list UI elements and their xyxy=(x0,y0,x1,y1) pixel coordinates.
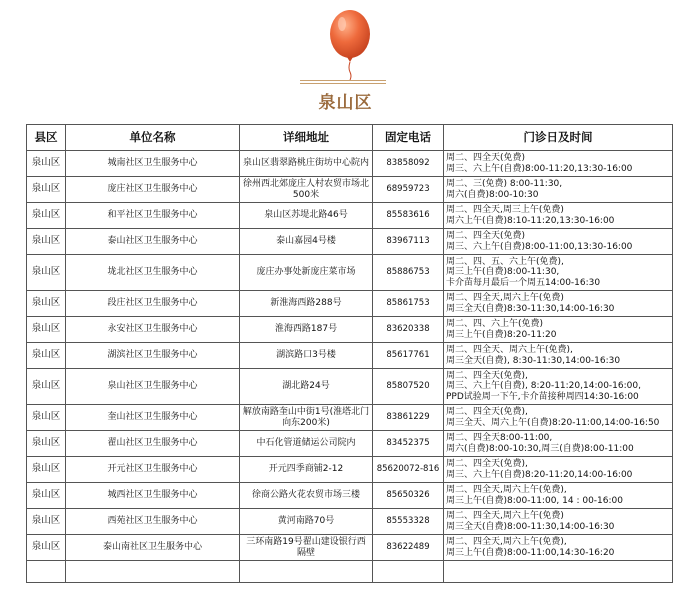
cell-county: 泉山区 xyxy=(27,343,66,369)
table-row xyxy=(27,343,673,369)
cell-county: 泉山区 xyxy=(27,405,66,431)
cell-address: 徐州西北郊庞庄人村农贸市场北500米 xyxy=(240,177,373,203)
cell-phone: 83452375 xyxy=(373,431,444,457)
balloon-icon xyxy=(322,8,378,80)
cell-county: 泉山区 xyxy=(27,255,66,291)
cell-unit-name: 翟山社区卫生服务中心 xyxy=(66,431,240,457)
cell-schedule xyxy=(444,561,673,583)
header-schedule: 门诊日及时间 xyxy=(444,125,673,151)
cell-schedule: 周二、四全天,周六上午(免费), 周三上午(自费)8:00-11:00,14:30-16:20 xyxy=(444,535,673,561)
cell-schedule: 周二、四、五、六上午(免费), 周三上午(自费)8:00-11:30, 卡介苗每月最后一个周五14:00-16:30 xyxy=(444,255,673,291)
cell-phone: 83622489 xyxy=(373,535,444,561)
cell-county: 泉山区 xyxy=(27,431,66,457)
decorative-line-bottom xyxy=(300,83,386,84)
cell-unit-name: 泰山社区卫生服务中心 xyxy=(66,229,240,255)
cell-address: 泉山区苏堤北路46号 xyxy=(240,203,373,229)
cell-schedule: 周二、四全天(免费), 周三、六上午(自费)8:20-11:20,14:00-16:00 xyxy=(444,457,673,483)
cell-phone: 85583616 xyxy=(373,203,444,229)
cell-schedule: 周二、四、六上午(免费) 周三上午(自费)8:20-11:20 xyxy=(444,317,673,343)
cell-phone: 83620338 xyxy=(373,317,444,343)
cell-unit-name xyxy=(66,561,240,583)
table-row xyxy=(27,457,673,483)
table-header-row xyxy=(27,125,673,151)
cell-unit-name: 段庄社区卫生服务中心 xyxy=(66,291,240,317)
cell-unit-name: 奎山社区卫生服务中心 xyxy=(66,405,240,431)
clinic-table xyxy=(26,124,673,583)
cell-unit-name: 庞庄社区卫生服务中心 xyxy=(66,177,240,203)
cell-address: 湖滨路口3号楼 xyxy=(240,343,373,369)
table-body xyxy=(27,151,673,583)
table-row xyxy=(27,483,673,509)
cell-unit-name: 西苑社区卫生服务中心 xyxy=(66,509,240,535)
cell-schedule: 周二、四全天(免费), 周三、六上午(自费), 8:20-11:20,14:00-16:00, PPD试验周一下午,卡介苗接种周四14:30-16:00 xyxy=(444,369,673,405)
cell-county xyxy=(27,561,66,583)
cell-unit-name: 城南社区卫生服务中心 xyxy=(66,151,240,177)
cell-phone: 85617761 xyxy=(373,343,444,369)
cell-phone: 85886753 xyxy=(373,255,444,291)
cell-address: 中石化管道储运公司院内 xyxy=(240,431,373,457)
cell-unit-name: 垅北社区卫生服务中心 xyxy=(66,255,240,291)
cell-county: 泉山区 xyxy=(27,317,66,343)
cell-address: 黄河南路70号 xyxy=(240,509,373,535)
cell-unit-name: 泉山社区卫生服务中心 xyxy=(66,369,240,405)
cell-county: 泉山区 xyxy=(27,509,66,535)
decorative-line-top xyxy=(300,80,386,81)
cell-unit-name: 永安社区卫生服务中心 xyxy=(66,317,240,343)
cell-address xyxy=(240,561,373,583)
cell-county: 泉山区 xyxy=(27,203,66,229)
cell-phone xyxy=(373,561,444,583)
table-row xyxy=(27,509,673,535)
cell-phone: 83967113 xyxy=(373,229,444,255)
table-row xyxy=(27,317,673,343)
cell-schedule: 周二、四全天,周六上午(免费) 周三全天(自费)8:00-11:30,14:00-16:30 xyxy=(444,509,673,535)
cell-unit-name: 和平社区卫生服务中心 xyxy=(66,203,240,229)
table-row xyxy=(27,369,673,405)
cell-schedule: 周二、四全天(免费), 周三全天、周六上午(自费)8:20-11:00,14:00-16:50 xyxy=(444,405,673,431)
cell-address: 徐商公路火花农贸市场三楼 xyxy=(240,483,373,509)
cell-address: 泉山区翡翠路桃庄街坊中心院内 xyxy=(240,151,373,177)
table-row xyxy=(27,255,673,291)
cell-phone: 83858092 xyxy=(373,151,444,177)
table-row xyxy=(27,177,673,203)
cell-phone: 85650326 xyxy=(373,483,444,509)
cell-schedule: 周二、三(免费) 8:00-11:30, 周六(自费)8:00-10:30 xyxy=(444,177,673,203)
cell-unit-name: 湖滨社区卫生服务中心 xyxy=(66,343,240,369)
cell-address: 淮海西路187号 xyxy=(240,317,373,343)
table-row xyxy=(27,561,673,583)
cell-phone: 85807520 xyxy=(373,369,444,405)
cell-unit-name: 开元社区卫生服务中心 xyxy=(66,457,240,483)
cell-address: 三环南路19号翟山建设银行西隔壁 xyxy=(240,535,373,561)
cell-phone: 68959723 xyxy=(373,177,444,203)
cell-address: 泰山嘉园4号楼 xyxy=(240,229,373,255)
cell-schedule: 周二、四全天(免费) 周三、六上午(自费)8:00-11:20,13:30-16:00 xyxy=(444,151,673,177)
table-row xyxy=(27,229,673,255)
table-row xyxy=(27,431,673,457)
cell-schedule: 周二、四全天(免费) 周三、六上午(自费)8:00-11:00,13:30-16:00 xyxy=(444,229,673,255)
cell-unit-name: 泰山南社区卫生服务中心 xyxy=(66,535,240,561)
header-phone: 固定电话 xyxy=(373,125,444,151)
cell-schedule: 周二、四全天8:00-11:00, 周六(自费)8:00-10:30,周三(自费)8:00-11:00 xyxy=(444,431,673,457)
cell-county: 泉山区 xyxy=(27,177,66,203)
table-row xyxy=(27,151,673,177)
cell-phone: 83861229 xyxy=(373,405,444,431)
cell-county: 泉山区 xyxy=(27,291,66,317)
cell-schedule: 周二、四全天,周三上午(免费) 周六上午(自费)8:10-11:20,13:30-16:00 xyxy=(444,203,673,229)
cell-address: 新淮海西路288号 xyxy=(240,291,373,317)
cell-address: 解放南路奎山中街1号(淮塔北门向东200米) xyxy=(240,405,373,431)
header-address: 详细地址 xyxy=(240,125,373,151)
cell-phone: 85553328 xyxy=(373,509,444,535)
header-unit-name: 单位名称 xyxy=(66,125,240,151)
cell-address: 庞庄办事处新庞庄菜市场 xyxy=(240,255,373,291)
cell-county: 泉山区 xyxy=(27,535,66,561)
header-county: 县区 xyxy=(27,125,66,151)
table-row xyxy=(27,535,673,561)
cell-schedule: 周二、四全天、周六上午(免费), 周三全天(自费), 8:30-11:30,14:00-16:30 xyxy=(444,343,673,369)
header xyxy=(0,0,691,120)
table-row xyxy=(27,203,673,229)
table-row xyxy=(27,291,673,317)
cell-phone: 85620072-816 xyxy=(373,457,444,483)
cell-county: 泉山区 xyxy=(27,483,66,509)
cell-schedule: 周二、四全天,周六上午(免费) 周三全天(自费)8:30-11:30,14:00-16:30 xyxy=(444,291,673,317)
cell-unit-name: 城西社区卫生服务中心 xyxy=(66,483,240,509)
cell-county: 泉山区 xyxy=(27,369,66,405)
cell-schedule: 周二、四全天,周六上午(免费), 周三上午(自费)8:00-11:00, 14 : 00-16:00 xyxy=(444,483,673,509)
table-row xyxy=(27,405,673,431)
cell-address: 湖北路24号 xyxy=(240,369,373,405)
cell-address: 开元四季商铺2-12 xyxy=(240,457,373,483)
cell-county: 泉山区 xyxy=(27,229,66,255)
cell-phone: 85861753 xyxy=(373,291,444,317)
cell-county: 泉山区 xyxy=(27,151,66,177)
district-title: 泉山区 xyxy=(318,93,373,113)
cell-county: 泉山区 xyxy=(27,457,66,483)
